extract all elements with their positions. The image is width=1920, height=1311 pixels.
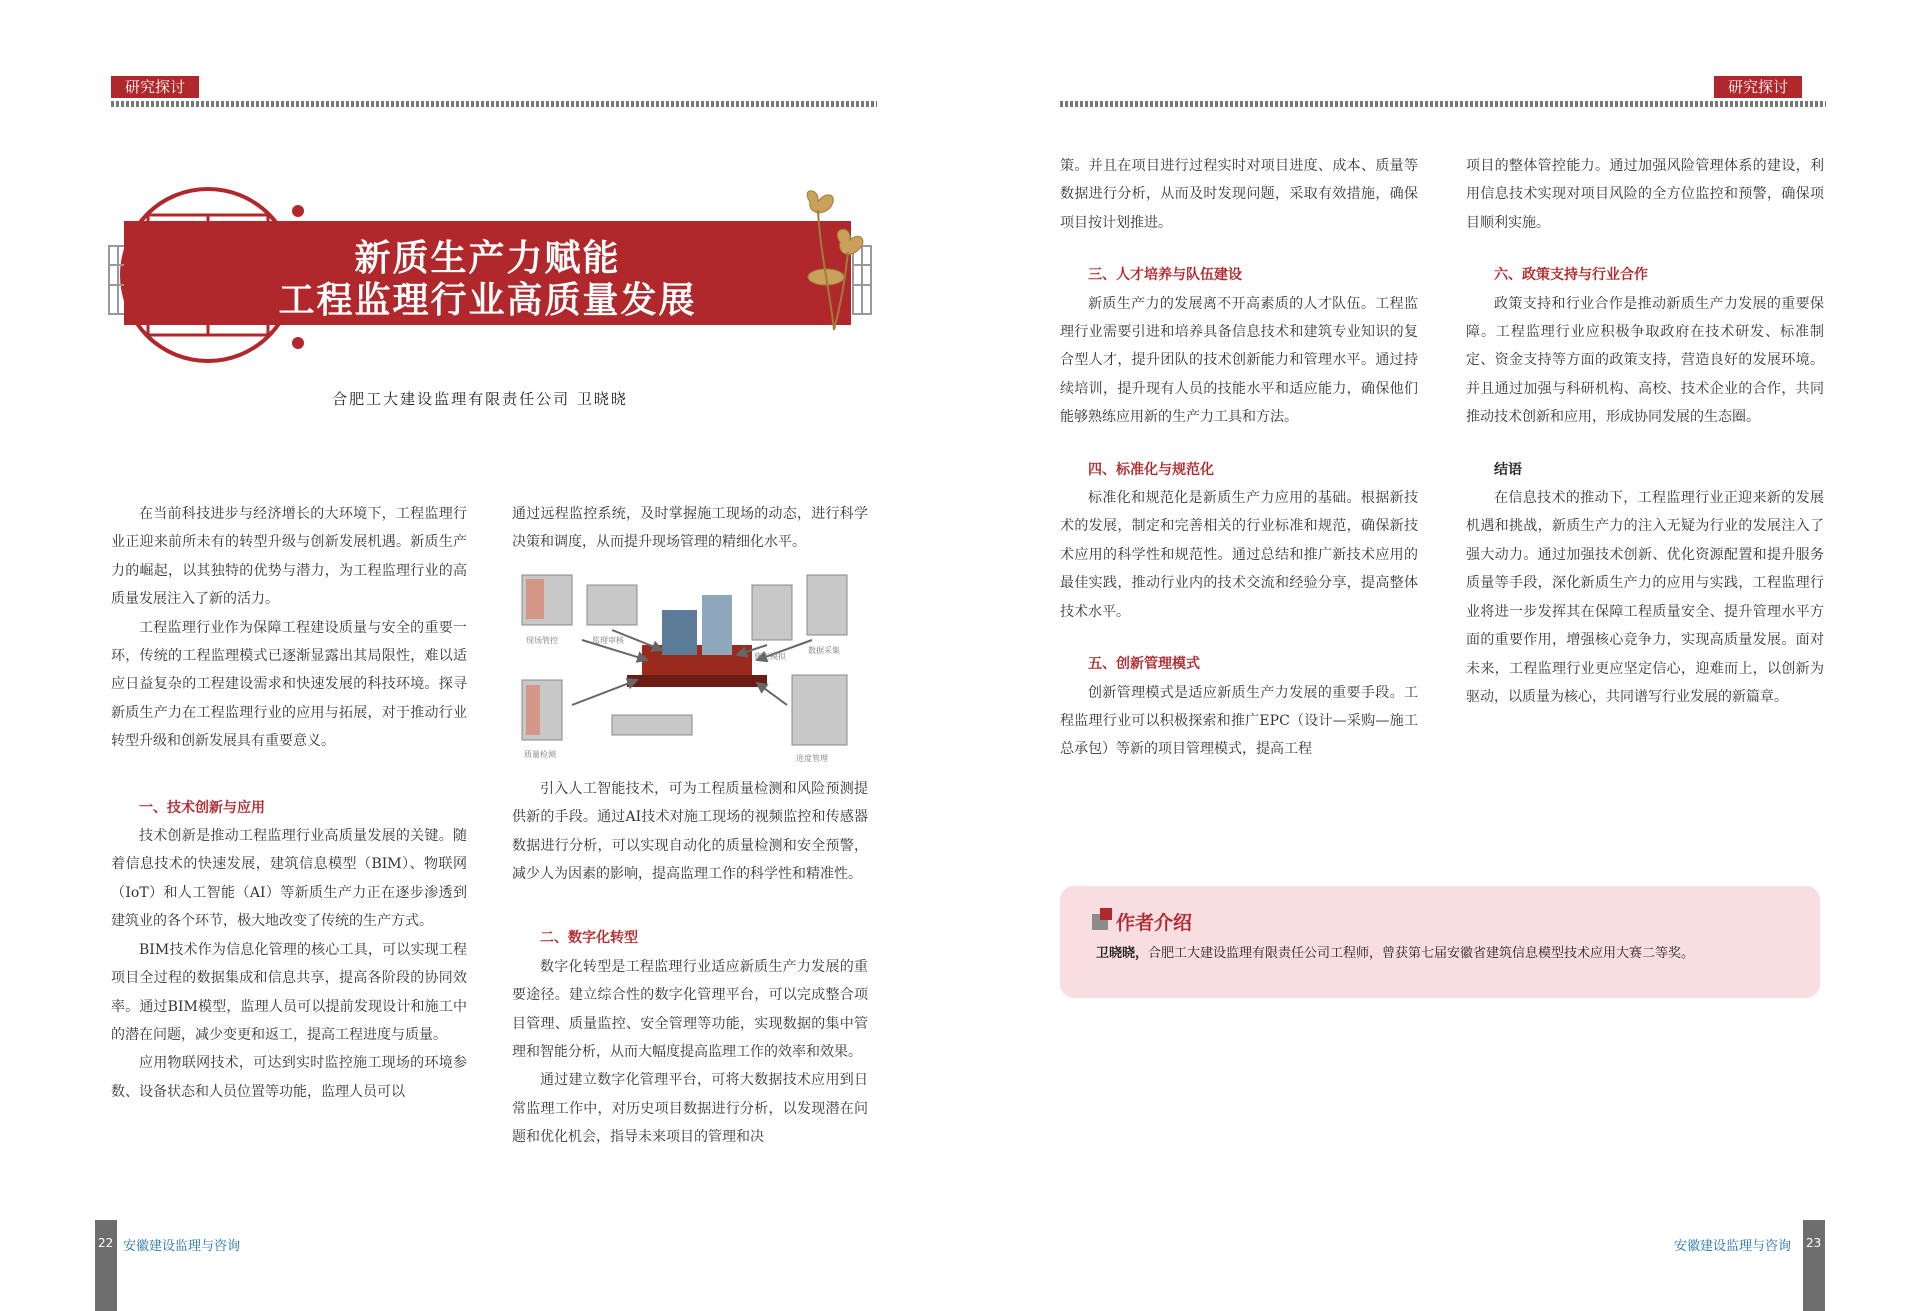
title-line2: 工程监理行业高质量发展	[278, 279, 697, 321]
title-line1: 新质生产力赋能	[354, 237, 621, 279]
right-column-2	[1466, 152, 1824, 711]
section-heading-conclusion: 结语	[1494, 461, 1522, 478]
paragraph: 新质生产力的发展离不开高素质的人才队伍。工程监理行业需要引进和培养具备信息技术和建筑专业知识的复合型人才，提升团队的技术创新能力和管理水平。通过持续培训，提升现有人员的技能水平和适应能力，确保他们能够熟练应用新的生产力工具和方法。	[1060, 295, 1418, 426]
magazine-name-right: 安徽建设监理与咨询	[1674, 1239, 1792, 1254]
paragraph: 通过建立数字化管理平台，可将大数据技术应用到日常监理工作中，对历史项目数据进行分析，以发现潜在问题和优化机会，指导未来项目的管理和决	[512, 1072, 868, 1146]
paragraph: 项目的整体管控能力。通过加强风险管理体系的建设，利用信息技术实现对项目风险的全方位监控和预警，确保项目顺利实施。	[1466, 158, 1824, 231]
paragraph: 在信息技术的推动下，工程监理行业正迎来新的发展机遇和挑战，新质生产力的注入无疑为行业的发展注入了强大动力。通过加强技术创新、优化资源配置和提升服务质量等手段，深化新质生产力的应用与实践，工程监理行业将进一步发挥其在保障工程质量安全、提升管理水平方面的重要作用，增强核心竞争力，实现高质量发展。面对未来，工程监理行业更应坚定信心，迎难而上，以创新为驱动，以质量为核心，共同谱写行业发展的新篇章。	[1466, 490, 1824, 705]
section-heading-6: 六、政策支持与行业合作	[1494, 267, 1648, 284]
header-dash-rule	[1060, 101, 1826, 107]
right-column-1	[1060, 152, 1418, 764]
section-label: 研究探讨	[1714, 76, 1802, 98]
paragraph: 在当前科技进步与经济增长的大环境下，工程监理行业正迎来前所未有的转型升级与创新发展机遇。新质生产力的崛起，以其独特的优势与潜力，为工程监理行业的高质量发展注入了新的活力。	[111, 506, 467, 608]
figure-label: 监理审核	[592, 635, 624, 645]
paragraph: 工程监理行业作为保障工程建设质量与安全的重要一环，传统的工程监理模式已逐渐显露出其局限性，难以适应日益复杂的工程建设需求和快速发展的科技环境。探寻新质生产力在工程监理行业的应用与拓展，对于推动行业转型升级和创新发展具有重要意义。	[111, 619, 467, 750]
section-label: 研究探讨	[111, 76, 199, 98]
paragraph: 引入人工智能技术，可为工程质量检测和风险预测提供新的手段。通过AI技术对施工现场的视频监控和传感器数据进行分析，可以实现自动化的质量检测和安全预警，减少人为因素的影响，提高监理工作的科学性和精准性。	[512, 780, 868, 883]
author-name: 卫晓晓，	[1096, 946, 1149, 961]
bim-figure	[512, 565, 868, 763]
page-number-right: 23	[1806, 1236, 1822, 1250]
left-column-2	[512, 500, 868, 1152]
author-intro-title: 作者介绍	[1116, 912, 1193, 934]
figure-label: 现场管控	[526, 635, 558, 645]
paragraph: BIM技术作为信息化管理的核心工具，可以实现工程项目全过程的数据集成和信息共享，提高各阶段的协同效率。通过BIM模型，监理人员可以提前发现设计和施工中的潜在问题，减少变更和返工，提高工程进度与质量。	[111, 941, 467, 1043]
paragraph: 通过远程监控系统，及时掌握施工现场的动态，进行科学决策和调度，从而提升现场管理的精细化水平。	[512, 506, 868, 551]
paragraph: 技术创新是推动工程监理行业高质量发展的关键。随着信息技术的快速发展，建筑信息模型（BIM）、物联网（IoT）和人工智能（AI）等新质生产力正在逐步渗透到建筑业的各个环节，极大地改变了传统的生产方式。	[111, 828, 467, 930]
paragraph: 策。并且在项目进行过程实时对项目进度、成本、质量等数据进行分析，从而及时发现问题，采取有效措施，确保项目按计划推进。	[1060, 158, 1418, 231]
author-square-icon	[1092, 908, 1114, 930]
left-column-1	[111, 500, 467, 1106]
paragraph: 创新管理模式是适应新质生产力发展的重要手段。工程监理行业可以积极探索和推广EPC（设计—采购—施工总承包）等新的项目管理模式，提高工程	[1060, 684, 1418, 758]
page-number-left: 22	[98, 1236, 114, 1250]
byline: 合肥工大建设监理有限责任公司 卫晓晓	[332, 390, 628, 408]
header-dash-rule	[111, 101, 877, 107]
right-page	[960, 0, 1920, 1311]
section-heading-5: 五、创新管理模式	[1088, 656, 1200, 673]
paragraph: 应用物联网技术，可达到实时监控施工现场的环境参数、设备状态和人员位置等功能，监理人员可以	[111, 1055, 467, 1100]
author-intro-box	[1060, 886, 1820, 998]
figure-label: 质量检测	[524, 749, 556, 759]
figure-label: 进度管理	[796, 753, 828, 763]
footer-bar-right	[1803, 1220, 1825, 1311]
section-heading-4: 四、标准化与规范化	[1088, 461, 1214, 478]
magazine-name-left: 安徽建设监理与咨询	[123, 1239, 241, 1254]
author-description: 合肥工大建设监理有限责任公司工程师，曾获第七届安徽省建筑信息模型技术应用大赛二等奖。	[1148, 946, 1695, 961]
figure-label: 数据采集	[808, 645, 840, 655]
paragraph: 政策支持和行业合作是推动新质生产力发展的重要保障。工程监理行业应积极争取政府在技术研发、标准制定、资金支持等方面的政策支持，营造良好的发展环境。并且通过加强与科研机构、高校、技术企业的合作，共同推动技术创新和应用，形成协同发展的生态圈。	[1466, 295, 1824, 426]
section-heading-1: 一、技术创新与应用	[139, 799, 265, 816]
footer-bar-left	[95, 1220, 117, 1311]
section-heading-2: 二、数字化转型	[540, 930, 638, 947]
section-heading-3: 三、人才培养与队伍建设	[1088, 267, 1242, 284]
figure-label: 施工模拟	[754, 651, 786, 661]
paragraph: 数字化转型是工程监理行业适应新质生产力发展的重要途径。建立综合性的数字化管理平台，可以完成整合项目管理、质量监控、安全管理等功能，实现数据的集中管理和智能分析，从而大幅度提高监理工作的效率和效果。	[512, 958, 868, 1061]
paragraph: 标准化和规范化是新质生产力应用的基础。根据新技术的发展，制定和完善相关的行业标准和规范，确保新技术应用的科学性和规范性。通过总结和推广新技术应用的最佳实践，推动行业内的技术交流和经验分享，提高整体技术水平。	[1060, 490, 1418, 620]
author-intro-text	[1096, 942, 1796, 961]
